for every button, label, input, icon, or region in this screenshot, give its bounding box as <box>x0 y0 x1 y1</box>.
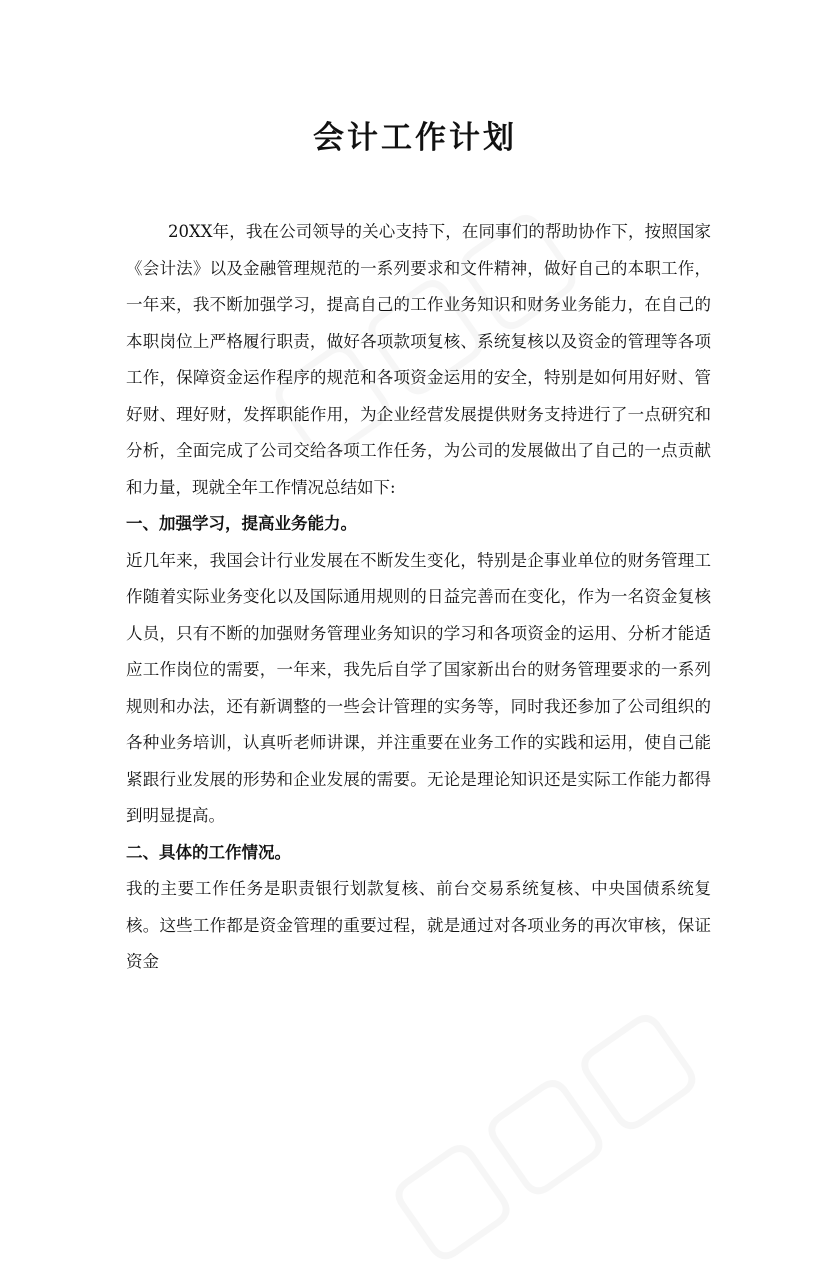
intro-paragraph: 20XX年，我在公司领导的关心支持下，在同事们的帮助协作下，按照国家《会计法》以及金融管理规范的一系列要求和文件精神，做好自己的本职工作，一年来，我不断加强学习，提高自己的工作业务知识和财务业务能力，在自己的本职岗位上严格履行职责，做好各项款项复核、系统复核以及资金的管理等各项工作，保障资金运作程序的规范和各项资金运用的安全，特别是如何用好财、管好财、理好财，发挥职能作用，为企业经营发展提供财务支持进行了一点研究和分析，全面完成了公司交给各项工作任务，为公司的发展做出了自己的一点贡献和力量，现就全年工作情况总结如下: <box>126 222 711 497</box>
document-title: 会计工作计划 <box>313 120 517 156</box>
section-2-paragraph: 我的主要工作任务是职责银行划款复核、前台交易系统复核、中央国债系统复核。这些工作都是资金管理的重要过程，就是通过对各项业务的再次审核，保证资金 <box>126 879 711 971</box>
section-heading-1: 一、加强学习，提高业务能力。 <box>126 514 357 533</box>
document-body <box>126 214 711 981</box>
section-1-paragraph: 近几年来，我国会计行业发展在不断发生变化，特别是企事业单位的财务管理工作随着实际业务变化以及国际通用规则的日益完善而在变化，作为一名资金复核人员，只有不断的加强财务管理业务知识的学习和各项资金的运用、分析才能适应工作岗位的需要，一年来，我先后自学了国家新出台的财务管理要求的一系列规则和办法，还有新调整的一些会计管理的实务等，同时我还参加了公司组织的各种业务培训，认真听老师讲课，并注重要在业务工作的实践和运用，使自己能紧跟行业发展的形势和企业发展的需要。无论是理论知识还是实际工作能力都得到明显提高。 <box>126 550 711 825</box>
section-heading-2: 二、具体的工作情况。 <box>126 842 291 862</box>
watermark <box>361 975 719 1284</box>
